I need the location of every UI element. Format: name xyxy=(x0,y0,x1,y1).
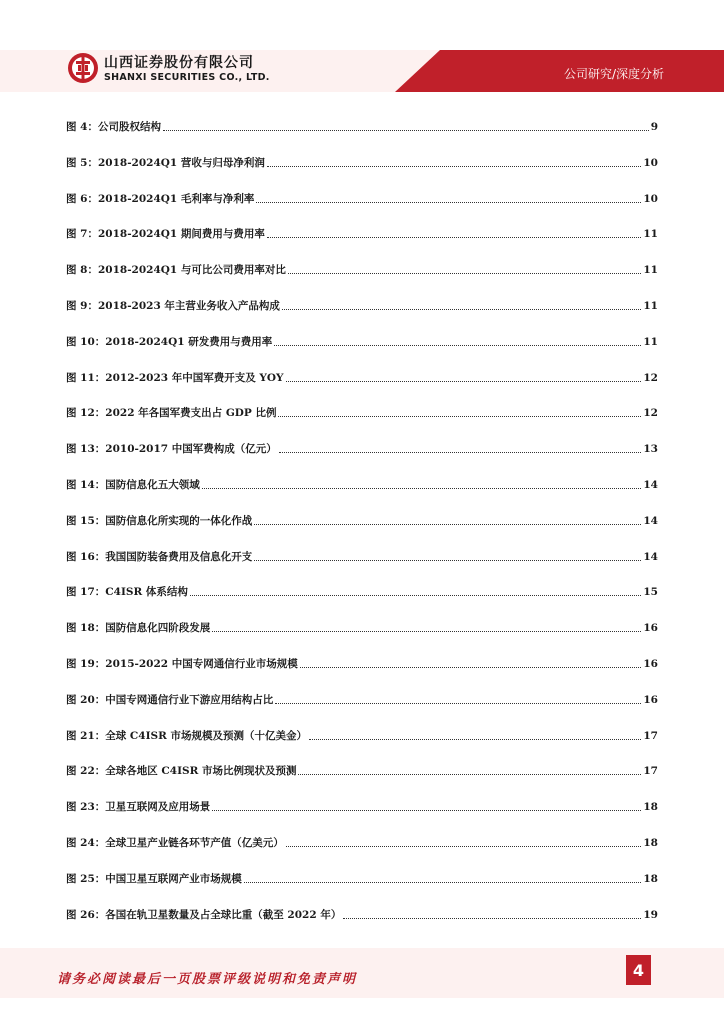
figure-title: 2018-2024Q1 与可比公司费用率对比 xyxy=(97,264,286,277)
toc-row[interactable] xyxy=(66,615,658,635)
figure-title: C4ISR 体系结构 xyxy=(105,586,188,599)
company-name-cn: 山西证券股份有限公司 xyxy=(104,55,254,71)
toc-row[interactable] xyxy=(66,400,658,420)
toc-row[interactable] xyxy=(66,687,658,707)
dot-leader xyxy=(300,666,642,668)
toc-row[interactable] xyxy=(66,651,658,671)
toc-row[interactable] xyxy=(66,329,658,349)
figure-label: 图 4： xyxy=(66,121,98,133)
dot-leader xyxy=(288,272,641,274)
figure-page: 18 xyxy=(643,872,658,885)
dot-leader xyxy=(343,917,641,919)
figure-page: 12 xyxy=(643,407,658,420)
toc-row[interactable] xyxy=(66,866,658,886)
figure-page: 17 xyxy=(643,729,658,742)
figure-title: 国防信息化所实现的一体化作战 xyxy=(105,514,253,527)
figure-page: 11 xyxy=(643,228,658,241)
figure-label: 图 13： xyxy=(66,443,106,456)
dot-leader xyxy=(275,702,641,704)
figure-label: 图 15： xyxy=(66,514,106,527)
figure-title: 2018-2024Q1 研发费用与费用率 xyxy=(105,335,273,348)
toc-row[interactable] xyxy=(66,257,658,277)
figure-label: 图 26： xyxy=(66,908,106,921)
figure-title: 全球卫星产业链各环节产值（亿美元） xyxy=(105,837,284,849)
toc-row[interactable] xyxy=(66,472,658,492)
figure-label: 图 8： xyxy=(66,264,98,277)
figure-page: 12 xyxy=(643,371,658,384)
figure-page: 11 xyxy=(643,300,658,312)
dot-leader xyxy=(212,809,641,811)
figure-title: 2010-2017 中国军费构成（亿元） xyxy=(105,443,277,456)
figure-title: 2022 年各国军费支出占 GDP 比例 xyxy=(105,407,277,420)
report-type-label: 公司研究/深度分析 xyxy=(563,67,664,81)
disclaimer-notice: 请务必阅读最后一页股票评级说明和免责声明 xyxy=(57,972,358,987)
figure-label: 图 21： xyxy=(66,729,106,742)
figure-label: 图 18： xyxy=(66,622,106,635)
figure-page: 10 xyxy=(643,192,658,205)
page-number: 4 xyxy=(626,955,651,985)
dot-leader xyxy=(274,344,641,346)
figure-title: 全球各地区 C4ISR 市场比例现状及预测 xyxy=(105,765,297,778)
figure-page: 9 xyxy=(650,121,658,133)
toc-row[interactable] xyxy=(66,508,658,528)
shanxi-securities-logo-icon xyxy=(67,52,99,84)
figure-label: 图 14： xyxy=(66,479,106,491)
figure-label: 图 25： xyxy=(66,872,106,885)
figure-title: 国防信息化四阶段发展 xyxy=(105,622,211,635)
dot-leader xyxy=(282,308,641,310)
figure-label: 图 23： xyxy=(66,801,106,814)
company-name-en: SHANXI SECURITIES CO., LTD. xyxy=(104,72,270,83)
figure-title: 中国卫星互联网产业市场规模 xyxy=(105,872,242,885)
figure-label: 图 11： xyxy=(66,371,106,384)
figure-title: 中国专网通信行业下游应用结构占比 xyxy=(105,693,274,706)
dot-leader xyxy=(309,738,641,740)
figure-title: 2018-2024Q1 期间费用与费用率 xyxy=(97,228,265,241)
toc-row[interactable] xyxy=(66,221,658,241)
figure-label: 图 9： xyxy=(66,300,98,312)
figure-title: 卫星互联网及应用场景 xyxy=(105,801,211,814)
toc-row[interactable] xyxy=(66,579,658,599)
figure-page: 16 xyxy=(643,622,658,635)
figure-page: 14 xyxy=(643,479,658,491)
figure-page: 13 xyxy=(643,443,658,456)
dot-leader xyxy=(163,129,649,131)
figure-page: 11 xyxy=(643,335,658,348)
figure-page: 14 xyxy=(643,514,658,527)
figure-label: 图 20： xyxy=(66,693,106,706)
figure-page: 15 xyxy=(643,586,658,599)
figure-title: 全球 C4ISR 市场规模及预测（十亿美金） xyxy=(105,729,307,742)
dot-leader xyxy=(298,773,641,775)
figure-title: 各国在轨卫星数量及占全球比重（截至 2022 年） xyxy=(105,908,342,921)
figure-label: 图 22： xyxy=(66,765,106,778)
figure-title: 2012-2023 年中国军费开支及 YOY xyxy=(105,371,284,384)
dot-leader xyxy=(279,451,642,453)
figure-title: 国防信息化五大领域 xyxy=(105,479,200,491)
figure-label: 图 6： xyxy=(66,192,98,205)
figure-page: 19 xyxy=(643,908,658,921)
figure-page: 11 xyxy=(643,264,658,277)
figure-page: 17 xyxy=(643,765,658,778)
figure-title: 2015-2022 中国专网通信行业市场规模 xyxy=(105,658,298,670)
figure-title: 2018-2024Q1 营收与归母净利润 xyxy=(97,156,265,169)
figure-page: 18 xyxy=(643,837,658,849)
toc-row[interactable] xyxy=(66,830,658,850)
figure-page: 18 xyxy=(643,801,658,814)
toc-row[interactable] xyxy=(66,758,658,778)
dot-leader xyxy=(254,559,641,561)
figure-label: 图 7： xyxy=(66,228,98,241)
toc-row[interactable] xyxy=(66,365,658,385)
page-header xyxy=(0,0,724,100)
dot-leader xyxy=(244,881,642,883)
header-banner xyxy=(0,0,724,100)
toc-row[interactable] xyxy=(66,150,658,170)
figure-title: 2018-2023 年主营业务收入产品构成 xyxy=(97,300,280,312)
dot-leader xyxy=(278,415,641,417)
figure-page: 14 xyxy=(643,550,658,563)
figure-page: 16 xyxy=(643,658,658,670)
figure-label: 图 10： xyxy=(66,335,106,348)
dot-leader xyxy=(190,594,642,596)
dot-leader xyxy=(267,236,641,238)
figure-label: 图 19： xyxy=(66,658,106,670)
toc-row[interactable] xyxy=(66,114,658,134)
figure-page: 16 xyxy=(643,693,658,706)
toc-row[interactable] xyxy=(66,436,658,456)
toc-row[interactable] xyxy=(66,794,658,814)
figure-label: 图 16： xyxy=(66,550,106,563)
dot-leader xyxy=(286,380,642,382)
dot-leader xyxy=(212,630,641,632)
toc-row[interactable] xyxy=(66,293,658,313)
figure-title: 公司股权结构 xyxy=(97,121,161,133)
dot-leader xyxy=(267,165,641,167)
dot-leader xyxy=(256,201,641,203)
figure-label: 图 5： xyxy=(66,156,98,169)
figure-title: 我国国防装备费用及信息化开支 xyxy=(105,550,253,563)
toc-row[interactable] xyxy=(66,902,658,922)
figure-page: 10 xyxy=(643,156,658,169)
dot-leader xyxy=(202,487,642,489)
figure-label: 图 24： xyxy=(66,837,106,849)
figure-label: 图 17： xyxy=(66,586,106,599)
dot-leader xyxy=(286,845,642,847)
figure-title: 2018-2024Q1 毛利率与净利率 xyxy=(97,192,255,205)
dot-leader xyxy=(254,523,641,525)
toc-row[interactable] xyxy=(66,544,658,564)
figure-label: 图 12： xyxy=(66,407,106,420)
toc-row[interactable] xyxy=(66,723,658,743)
toc-row[interactable] xyxy=(66,186,658,206)
